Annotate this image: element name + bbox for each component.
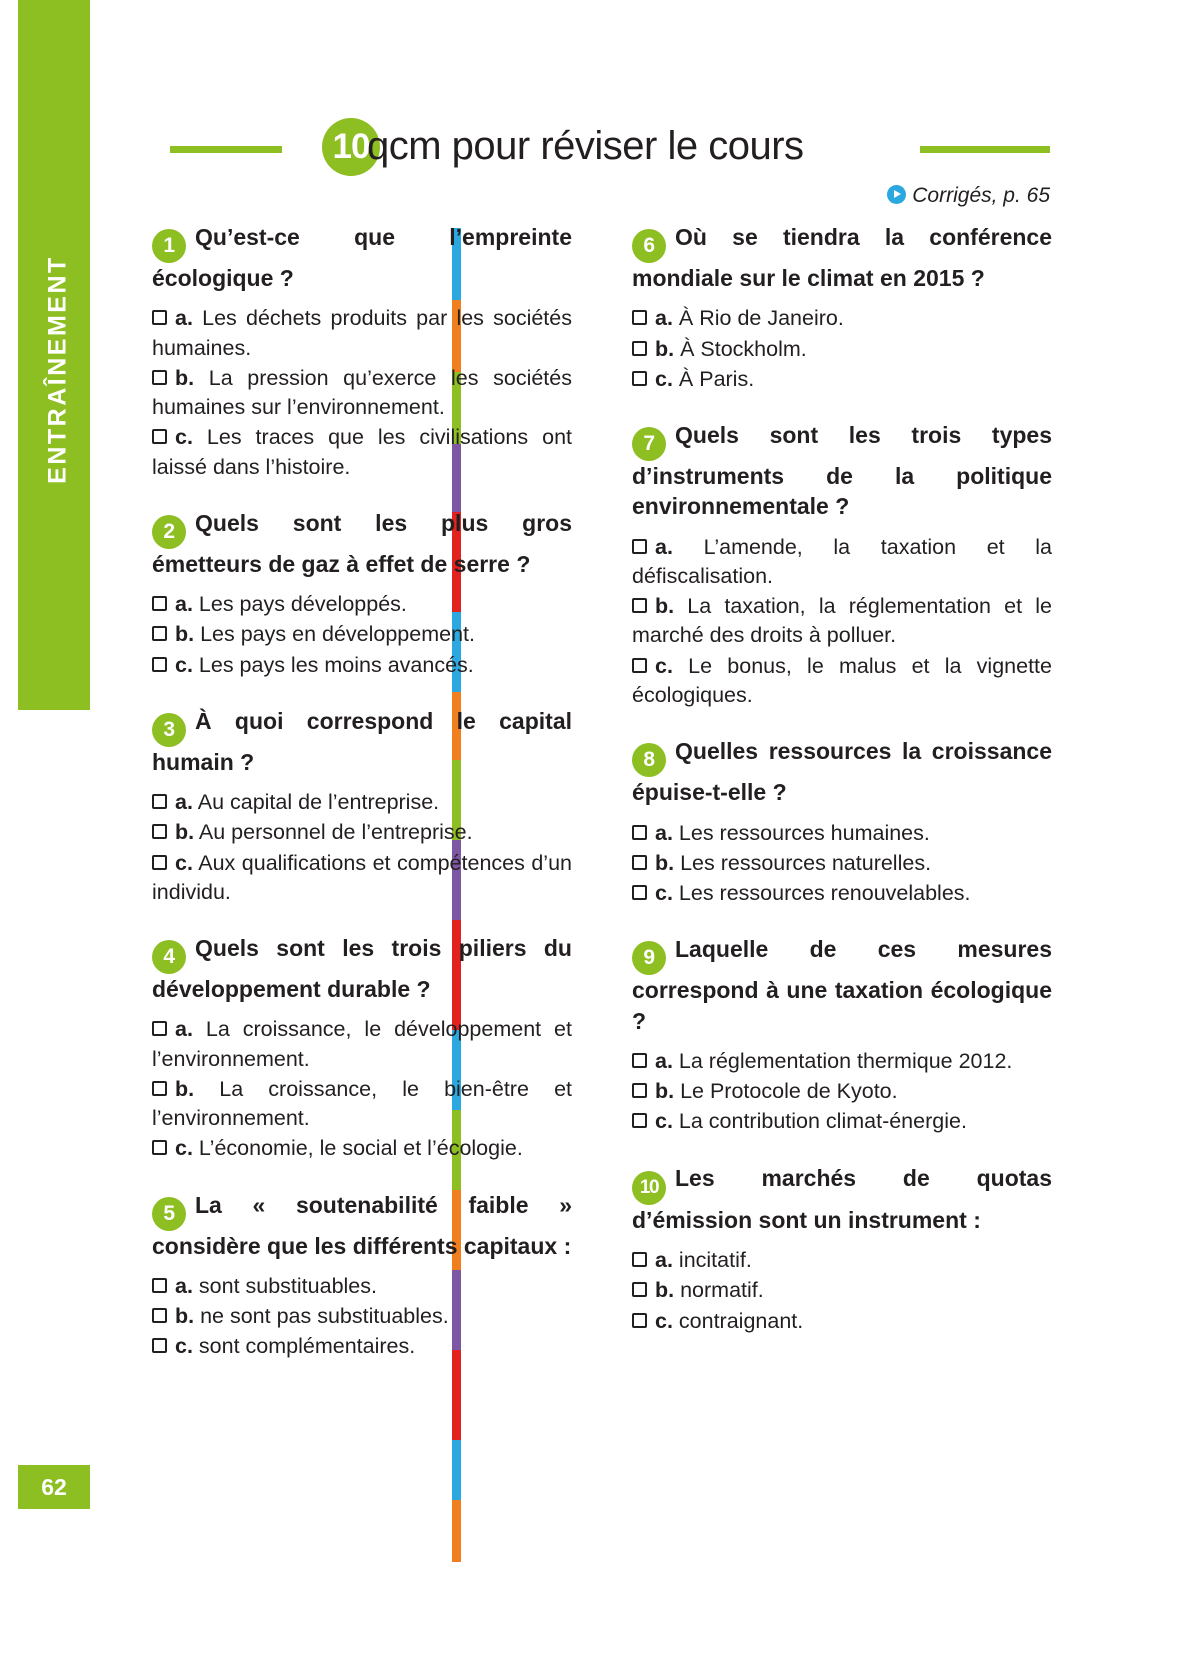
checkbox-icon[interactable]	[152, 596, 167, 611]
answer-option[interactable]	[152, 818, 572, 847]
answer-text: À Paris.	[672, 366, 755, 391]
answer-text: Les pays les moins avancés.	[192, 652, 474, 677]
checkbox-icon[interactable]	[632, 1282, 647, 1297]
question-text: Quels sont les plus gros émetteurs de gaz à effet de serre ?	[152, 509, 572, 577]
answer-letter: b.	[655, 594, 675, 619]
answer-letter: a.	[175, 790, 193, 815]
question-heading	[632, 736, 1052, 807]
question-heading	[152, 222, 572, 293]
answer-text: incitatif.	[672, 1248, 752, 1273]
sidebar-section-label: ENTRAÎNEMENT	[43, 255, 72, 484]
question-block	[632, 222, 1052, 394]
answer-letter: b.	[655, 336, 675, 361]
checkbox-icon[interactable]	[152, 626, 167, 641]
answer-text: Les ressources naturelles.	[674, 850, 932, 875]
question-heading	[152, 508, 572, 579]
checkbox-icon[interactable]	[632, 1252, 647, 1267]
checkbox-icon[interactable]	[632, 1313, 647, 1328]
question-heading	[632, 934, 1052, 1036]
question-text: Qu’est-ce que l’empreinte écologique ?	[152, 224, 572, 291]
answer-option[interactable]	[152, 364, 572, 422]
corriges-label: Corrigés, p. 65	[912, 184, 1050, 207]
answer-option[interactable]	[632, 365, 1052, 394]
checkbox-icon[interactable]	[152, 429, 167, 444]
answer-option[interactable]	[152, 1302, 572, 1331]
checkbox-icon[interactable]	[152, 855, 167, 870]
checkbox-icon[interactable]	[632, 598, 647, 613]
answer-option[interactable]	[152, 1075, 572, 1133]
answer-option[interactable]	[632, 1276, 1052, 1305]
answer-letter: c.	[175, 1136, 193, 1161]
checkbox-icon[interactable]	[152, 657, 167, 672]
checkbox-icon[interactable]	[152, 370, 167, 385]
question-heading	[152, 706, 572, 777]
answer-text: Les pays développés.	[192, 592, 407, 617]
question-heading	[152, 933, 572, 1004]
question-number-badge: 4	[152, 940, 186, 974]
question-heading	[152, 1190, 572, 1261]
answer-list	[152, 590, 572, 680]
checkbox-icon[interactable]	[152, 1278, 167, 1293]
answer-list	[152, 788, 572, 907]
page-title: qcm pour réviser le cours	[367, 124, 804, 168]
answer-option[interactable]	[152, 620, 572, 649]
answer-list	[632, 1246, 1052, 1336]
checkbox-icon[interactable]	[152, 1081, 167, 1096]
answer-text: À Rio de Janeiro.	[672, 306, 844, 331]
question-block	[632, 1163, 1052, 1336]
answer-text: contraignant.	[672, 1308, 804, 1333]
answer-list	[152, 1272, 572, 1362]
checkbox-icon[interactable]	[152, 1140, 167, 1155]
question-number-badge: 1	[152, 229, 186, 263]
checkbox-icon[interactable]	[632, 885, 647, 900]
answer-letter: c.	[175, 425, 193, 450]
answer-option[interactable]	[152, 849, 572, 907]
answer-option[interactable]	[632, 1107, 1052, 1136]
answer-text: La croissance, le bien-être et l’environnement.	[152, 1076, 572, 1131]
checkbox-icon[interactable]	[152, 1308, 167, 1323]
page-header	[170, 118, 1050, 178]
question-block	[632, 736, 1052, 908]
checkbox-icon[interactable]	[152, 1021, 167, 1036]
answer-option[interactable]	[152, 1332, 572, 1361]
question-text: Où se tiendra la conférence mondiale sur le climat en 2015 ?	[632, 224, 1052, 291]
answer-letter: b.	[655, 850, 675, 875]
answer-text: La contribution climat-énergie.	[672, 1109, 967, 1134]
answer-option[interactable]	[152, 1015, 572, 1073]
answer-option[interactable]	[632, 1047, 1052, 1076]
header-rule-right	[920, 146, 1050, 153]
answer-option[interactable]	[632, 1307, 1052, 1336]
answer-letter: c.	[655, 653, 673, 678]
corriges-link[interactable]	[170, 184, 1050, 208]
answer-list	[632, 819, 1052, 909]
answer-letter: a.	[655, 1248, 673, 1273]
answer-option[interactable]	[152, 1272, 572, 1301]
answer-letter: a.	[655, 306, 673, 331]
question-number-badge: 7	[632, 427, 666, 461]
answer-text: L’amende, la taxation et la défiscalisation.	[632, 534, 1052, 589]
question-heading	[632, 1163, 1052, 1235]
checkbox-icon[interactable]	[632, 371, 647, 386]
answer-option[interactable]	[152, 788, 572, 817]
answer-letter: c.	[655, 366, 673, 391]
answer-text: La pression qu’exerce les sociétés humaines sur l’environnement.	[152, 365, 572, 420]
question-block	[632, 934, 1052, 1136]
checkbox-icon[interactable]	[152, 794, 167, 809]
answer-text: Au personnel de l’entreprise.	[194, 820, 473, 845]
question-block	[632, 420, 1052, 710]
checkbox-icon[interactable]	[632, 310, 647, 325]
answer-text: Les traces que les civilisations ont laissé dans l’histoire.	[152, 425, 572, 479]
answer-option[interactable]	[632, 879, 1052, 908]
answer-text: ne sont pas substituables.	[194, 1304, 449, 1329]
question-text: Les marchés de quotas d’émission sont un instrument :	[632, 1164, 1052, 1233]
answer-text: Le Protocole de Kyoto.	[674, 1079, 898, 1104]
answer-letter: c.	[655, 1109, 673, 1134]
checkbox-icon[interactable]	[632, 1083, 647, 1098]
checkbox-icon[interactable]	[152, 824, 167, 839]
question-block	[152, 706, 572, 907]
question-text: Quels sont les trois types d’instruments de la politique environnementale ?	[632, 422, 1052, 520]
answer-letter: a.	[655, 820, 673, 845]
answer-text: sont substituables.	[192, 1274, 377, 1299]
answer-letter: b.	[175, 820, 195, 845]
checkbox-icon[interactable]	[152, 1338, 167, 1353]
answer-letter: c.	[175, 1334, 193, 1359]
answer-option[interactable]	[632, 592, 1052, 650]
sidebar-tab	[18, 0, 90, 710]
question-number-badge: 10	[632, 1171, 666, 1205]
answer-text: Au capital de l’entreprise.	[192, 790, 440, 815]
answer-option[interactable]	[632, 1246, 1052, 1275]
answer-list	[632, 304, 1052, 394]
question-block	[152, 1190, 572, 1362]
question-text: Quelles ressources la croissance épuise-t-elle ?	[632, 738, 1052, 806]
answer-option[interactable]	[632, 819, 1052, 848]
question-heading	[632, 222, 1052, 293]
question-block	[152, 508, 572, 680]
checkbox-icon[interactable]	[632, 855, 647, 870]
answer-option[interactable]	[632, 849, 1052, 878]
answer-letter: b.	[655, 1278, 675, 1303]
answer-option[interactable]	[632, 652, 1052, 710]
question-text: Laquelle de ces mesures correspond à une taxation écologique ?	[632, 936, 1052, 1034]
answer-letter: a.	[175, 592, 193, 617]
answer-text: Les pays en développement.	[194, 622, 475, 647]
checkbox-icon[interactable]	[632, 341, 647, 356]
answer-letter: a.	[175, 306, 193, 331]
answer-letter: c.	[655, 881, 673, 906]
answer-letter: b.	[175, 365, 195, 390]
checkbox-icon[interactable]	[632, 825, 647, 840]
question-number-badge: 9	[632, 941, 666, 975]
question-heading	[632, 420, 1052, 522]
checkbox-icon[interactable]	[632, 658, 647, 673]
title-badge: 10	[322, 118, 380, 176]
question-text: Quels sont les trois piliers du développement durable ?	[152, 935, 572, 1003]
answer-text: La croissance, le développement et l’environnement.	[152, 1017, 572, 1071]
column-left	[152, 222, 572, 1388]
answer-text: Les ressources humaines.	[672, 820, 930, 845]
answer-text: L’économie, le social et l’écologie.	[192, 1136, 523, 1161]
answer-list	[632, 533, 1052, 710]
question-text: La « soutenabilité faible » considère que les différents capitaux :	[152, 1191, 572, 1259]
answer-text: normatif.	[674, 1278, 764, 1303]
answer-letter: b.	[175, 1304, 195, 1329]
answer-letter: c.	[175, 652, 193, 677]
answer-list	[632, 1047, 1052, 1137]
answer-option[interactable]	[632, 533, 1052, 591]
answer-letter: b.	[175, 1076, 195, 1101]
answer-letter: c.	[655, 1308, 673, 1333]
answer-text: À Stockholm.	[674, 336, 807, 361]
answer-text: Les déchets produits par les sociétés humaines.	[152, 306, 572, 360]
answer-text: Les ressources renouvelables.	[672, 881, 971, 906]
answer-letter: c.	[175, 850, 193, 875]
question-text: À quoi correspond le capital humain ?	[152, 707, 572, 775]
answer-option[interactable]	[632, 1077, 1052, 1106]
answer-option[interactable]	[632, 335, 1052, 364]
answer-text: La réglementation thermique 2012.	[672, 1048, 1013, 1073]
checkbox-icon[interactable]	[152, 310, 167, 325]
answer-letter: a.	[175, 1017, 193, 1042]
page-number: 62	[18, 1465, 90, 1509]
answer-letter: b.	[175, 622, 195, 647]
answer-letter: a.	[175, 1274, 193, 1299]
answer-option[interactable]	[152, 304, 572, 362]
question-number-badge: 6	[632, 229, 666, 263]
answer-letter: a.	[655, 1048, 673, 1073]
question-number-badge: 3	[152, 713, 186, 747]
question-block	[152, 933, 572, 1164]
answer-option[interactable]	[152, 651, 572, 680]
answer-option[interactable]	[632, 304, 1052, 333]
divider-stripe	[452, 1440, 461, 1500]
checkbox-icon[interactable]	[632, 1113, 647, 1128]
answer-letter: a.	[655, 534, 673, 559]
question-number-badge: 8	[632, 743, 666, 777]
answer-text: La taxation, la réglementation et le marché des droits à polluer.	[632, 594, 1052, 648]
answer-text: sont complémentaires.	[192, 1334, 416, 1359]
checkbox-icon[interactable]	[632, 539, 647, 554]
column-right	[632, 222, 1052, 1362]
answer-list	[152, 304, 572, 481]
answer-option[interactable]	[152, 423, 572, 481]
answer-option[interactable]	[152, 590, 572, 619]
checkbox-icon[interactable]	[632, 1053, 647, 1068]
question-block	[152, 222, 572, 482]
divider-stripe	[452, 1500, 461, 1562]
answer-option[interactable]	[152, 1134, 572, 1163]
answer-list	[152, 1015, 572, 1163]
question-number-badge: 5	[152, 1197, 186, 1231]
answer-letter: b.	[655, 1079, 675, 1104]
play-circle-icon	[887, 185, 906, 204]
answer-text: Aux qualifications et compétences d’un individu.	[152, 850, 572, 904]
answer-text: Le bonus, le malus et la vignette écologiques.	[632, 653, 1052, 707]
question-number-badge: 2	[152, 515, 186, 549]
header-rule-left	[170, 146, 282, 153]
